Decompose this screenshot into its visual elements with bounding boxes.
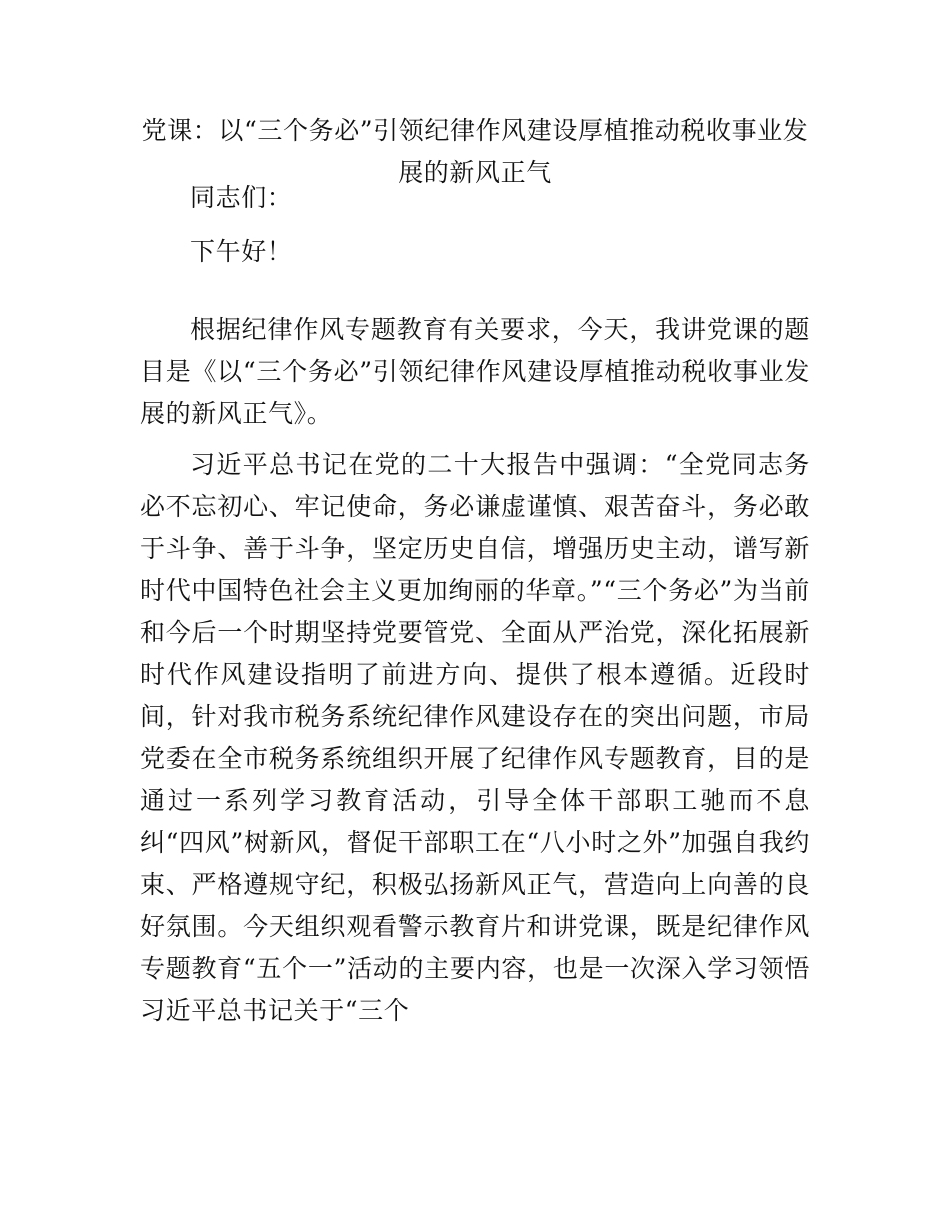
body-paragraph: 习近平总书记在党的二十大报告中强调：“全党同志务必不忘初心、牢记使命，务必谦虚谨慎、艰苦奋斗，务必敢于斗争、善于斗争，坚定历史自信，增强历史主动，谱写新时代中国特色社会主义更加绚丽的华章。”“三个务必”为当前和今后一个时期坚持党要管党、全面从严治党，深化拓展新时代作风建设指明了前进方向、提供了根本遵循。近段时间，针对我市税务系统纪律作风建设存在的突出问题，市局党委在全市税务系统组织开展了纪律作风专题教育，目的是通过一系列学习教育活动，引导全体干部职工驰而不息纠“四风”树新风，督促干部职工在“八小时之外”加强自我约束、严格遵规守纪，积极弘扬新风正气，营造向上向善的良好氛围。今天组织观看警示教育片和讲党课，既是纪律作风专题教育“五个一”活动的主要内容，也是一次深入学习领悟习近平总书记关于“三个 (140, 450, 810, 1025)
intro-paragraph: 根据纪律作风专题教育有关要求，今天，我讲党课的题目是《以“三个务必”引领纪律作风建设厚植推动税收事业发展的新风正气》。 (140, 315, 810, 428)
document-title: 党课：以“三个务必”引领纪律作风建设厚植推动税收事业发展的新风正气 (141, 116, 809, 187)
salutation: 同志们： (190, 183, 293, 212)
greeting: 下午好！ (190, 237, 293, 266)
